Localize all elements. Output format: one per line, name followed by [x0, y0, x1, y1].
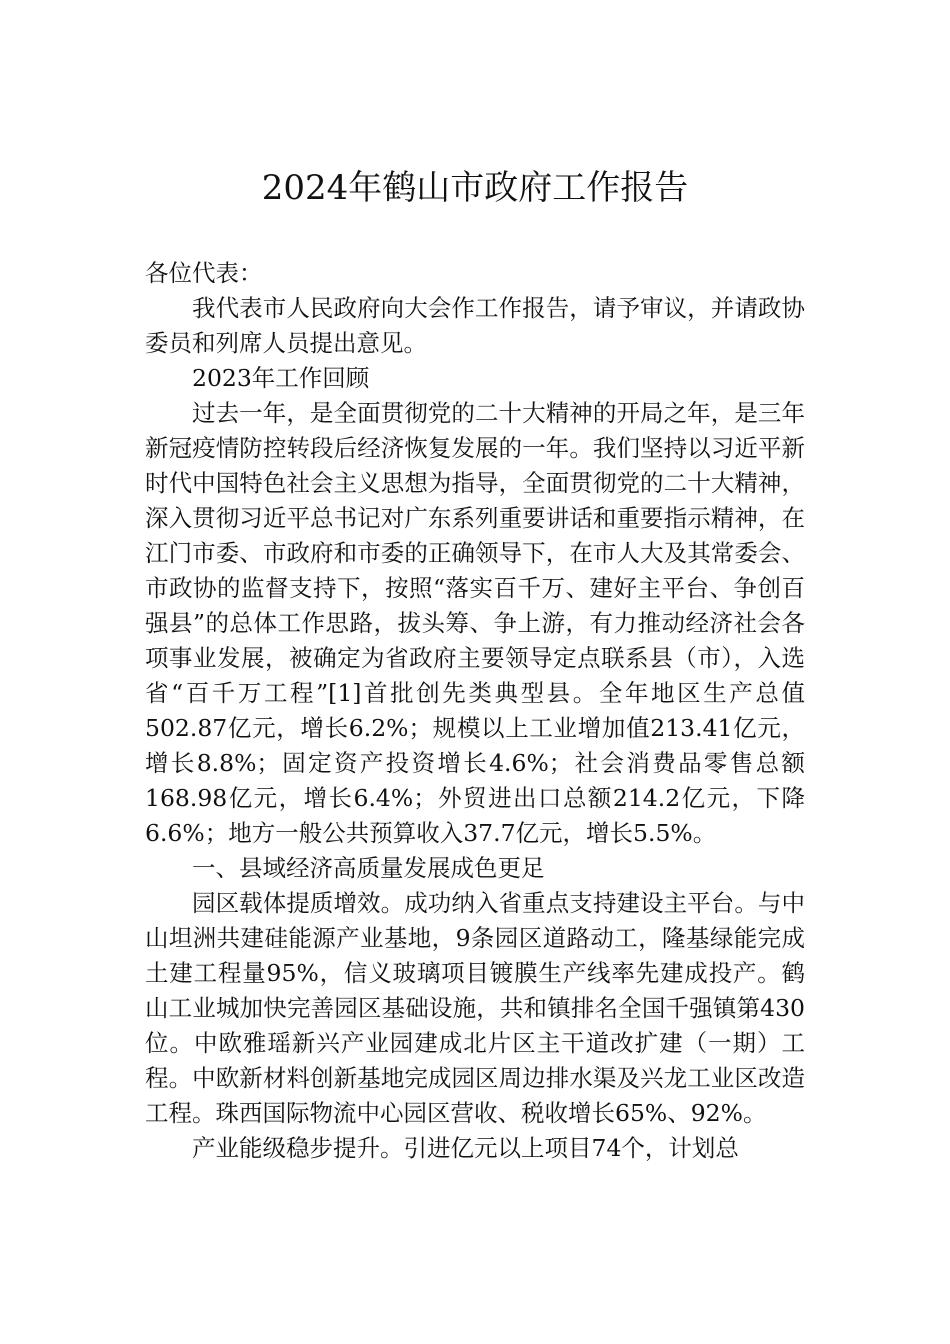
document-title: 2024年鹤山市政府工作报告: [261, 168, 689, 208]
section-heading-economy: 一、县域经济高质量发展成色更足: [192, 854, 545, 882]
paragraph-intro: 我代表市人民政府向大会作工作报告，请予审议，并请政协委员和列席人员提出意见。: [145, 294, 805, 357]
salutation: 各位代表：: [145, 259, 263, 287]
paragraph-industry: 产业能级稳步提升。引进亿元以上项目74个，计划总: [192, 1134, 739, 1162]
paragraph-overview: 过去一年，是全面贯彻党的二十大精神的开局之年，是三年新冠疫情防控转段后经济恢复发展的一年。我们坚持以习近平新时代中国特色社会主义思想为指导，全面贯彻党的二十大精神，深入贯彻习近平总书记对广东系列重要讲话和重要指示精神，在江门市委、市政府和市委的正确领导下，在市人大及其常委会、市政协的监督支持下，按照“落实百千万、建好主平台、争创百强县”的总体工作思路，拔头筹、争上游，有力推动经济社会各项事业发展，被确定为省政府主要领导定点联系县（市），入选省“百千万工程”[1]首批创先类典型县。全年地区生产总值502.87亿元，增长6.2%；规模以上工业增加值213.41亿元，增长8.8%；固定资产投资增长4.6%；社会消费品零售总额168.98亿元，增长6.4%；外贸进出口总额214.2亿元，下降6.6%；地方一般公共预算收入37.7亿元，增长5.5%。: [145, 399, 805, 847]
document-body: [145, 256, 805, 1166]
paragraph-parks: 园区载体提质增效。成功纳入省重点支持建设主平台。与中山坦洲共建硅能源产业基地，9条园区道路动工，隆基绿能完成土建工程量95%，信义玻璃项目镀膜生产线率先建成投产。鹤山工业城加快完善园区基础设施，共和镇排名全国千强镇第430位。中欧雅瑶新兴产业园建成北片区主干道改扩建（一期）工程。中欧新材料创新基地完成园区周边排水渠及兴龙工业区改造工程。珠西国际物流中心园区营收、税收增长65%、92%。: [145, 889, 805, 1127]
section-heading-review: 2023年工作回顾: [192, 364, 370, 392]
